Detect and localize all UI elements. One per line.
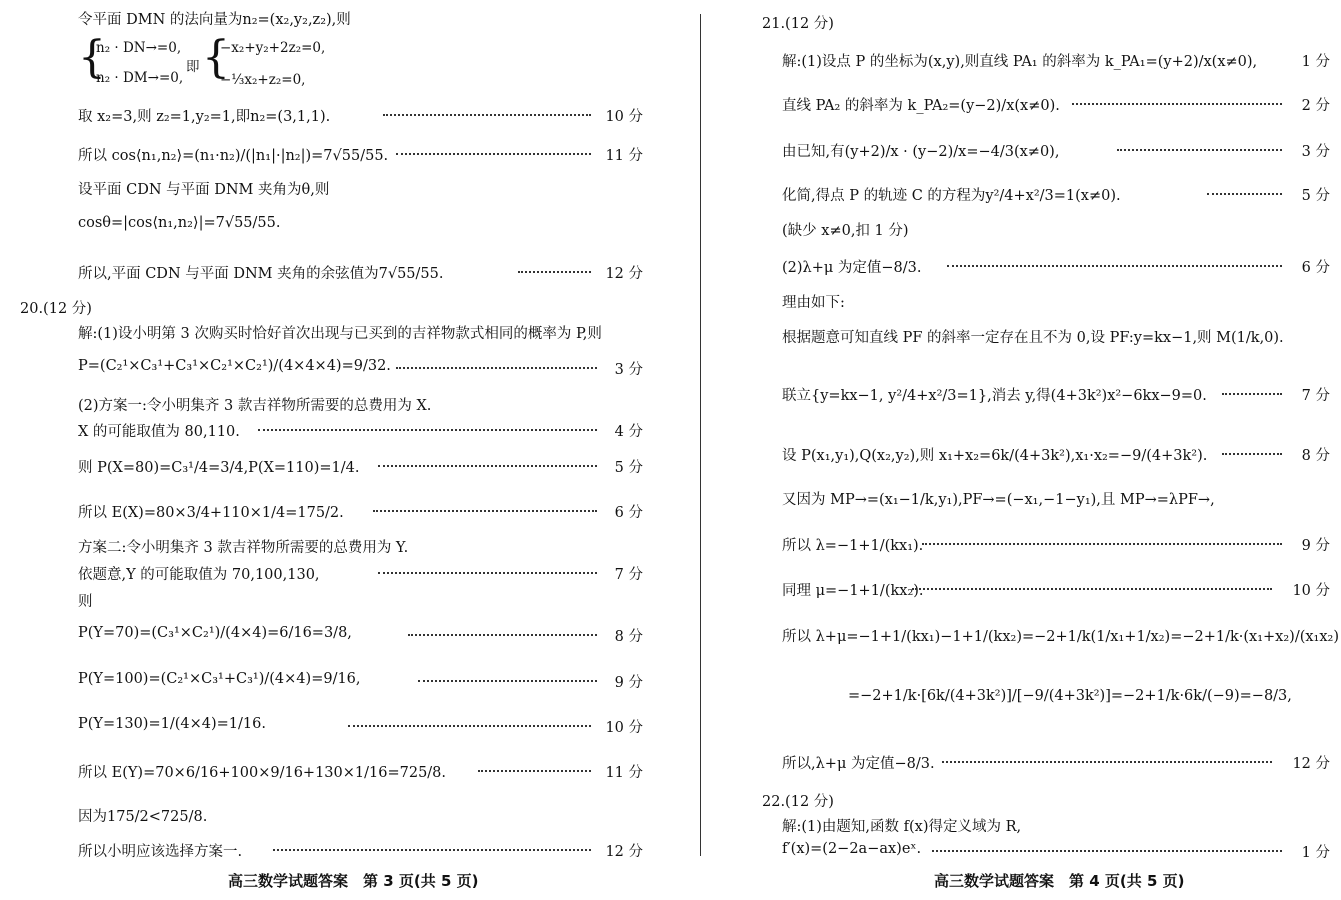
exam-answer-spread: 令平面 DMN 的法向量为n₂=(x₂,y₂,z₂),则 { n₂ · DN→=0, n₂ · DM→=0, 即 { −x₂+y₂+2z₂=0, −⅓x₂+z₂=0, 取 x₂=3,则 z₂=1,y₂=1,即n₂=(3,1,1). 10 分 所以 cos⟨n₁,n₂⟩=(n₁·n₂)/(|n₁|·|n₂|)=7√55/55. 11 分 设平面 CDN 与平面 DNM 夹角为θ,则 cosθ=|cos⟨n₁,n₂⟩|=7√55/55. 所以,平面 CDN 与平面 DNM 夹角的余弦值为7√55/55. 12 分 20.(12 分) 解:(1)设小明第 3 次购买时恰好首次出现与已买到的吉祥物款式相同的概率为 P,则 P=(C₂¹×C₃¹+C₃¹×C₂¹×C₂¹)/(4×4×4)=9/32. 3 分 (2)方案一:令小明集齐 3 款吉祥物所需要的总费用为 X. X 的可能取值为 80,110. 4 分 则 P(X=80)=C₃¹/4=3/4,P(X=110)=1/4. 5 分 所以 E(X)=80×3/4+110×1/4=175/2. 6 分 方案二:令小明集齐 3 款吉祥物所需要的总费用为 Y. 依题意,Y 的可能取值为 70,100,130, 7 分 则 P(Y=70)=(C₃¹×C₂¹)/(4×4)=6/16=3/8, 8 分 P(Y=100)=(C₂¹×C₃¹+C₃¹)/(4×4)=9/16, 9 分 P(Y=130)=1/(4×4)=1/16. 10 分 所以 E(Y)=70×6/16+100×9/16+130×1/16=725/8. 11 分 因为175/2<725/8. 所以小明应该选择方案一. 12 分 高三数学试题答案 第 3 页(共 5 页) 21.(12 分) 解:(1)设点 P 的坐标为(x,y),则直线 PA₁ 的斜率为 k_PA₁=(y+2)/x(x≠0), 1 分 直线 PA₂ 的斜率为 k_PA₂=(y−2)/x(x≠0). 2 分 由已知,有(y+2)/x · (y−2)/x=−4/3(x≠0), 3 分 化简,得点 P 的轨迹 C 的方程为y²/4+x²/3=1(x≠0). 5 分 (缺少 x≠0,扣 1 分) (2)λ+μ 为定值−8/3. 6 分 理由如下: 根据题意可知直线 PF 的斜率一定存在且不为 0,设 PF:y=kx−1,则 M(1/k,0). 联立{y=kx−1, y²/4+x²/3=1},消去 y,得(4+3k²)x²−6kx−9=0. 7 分 设 P(x₁,y₁),Q(x₂,y₂),则 x₁+x₂=6k/(4+3k²),x₁·x₂=−9/(4+3k²). 8 分 又因为 MP→=(x₁−1/k,y₁),PF→=(−x₁,−1−y₁),且 MP→=λPF→, 所以 λ=−1+1/(kx₁). 9 分 同理 μ=−1+1/(kx₂). 10 分 所以 λ+μ=−1+1/(kx₁)−1+1/(kx₂)=−2+1/k(1/x₁+1/x₂)=−2+1/k·(x₁+x₂)/(x₁x₂) =−2+1/k·[6k/(4+3k²)]/[−9/(4+3k²)]=−2+1/k·6k/(−9)=−8/3, 所以,λ+μ 为定值−8/3. 12 分 22.(12 分) 解:(1)由题知,函数 f(x)得定义域为 R, f′(x)=(2−2a−ax)eˣ. 1 分 高三数学试题答案 第 4 页(共 5 页)	[20, 12, 1340, 890]
page-footer: 高三数学试题答案 第 3 页(共 5 页)	[228, 872, 479, 890]
page-footer: 高三数学试题答案 第 4 页(共 5 页)	[934, 872, 1185, 890]
brace-right-icon: {	[202, 32, 230, 83]
column-divider	[700, 14, 701, 856]
brace-left-icon: {	[78, 32, 106, 83]
